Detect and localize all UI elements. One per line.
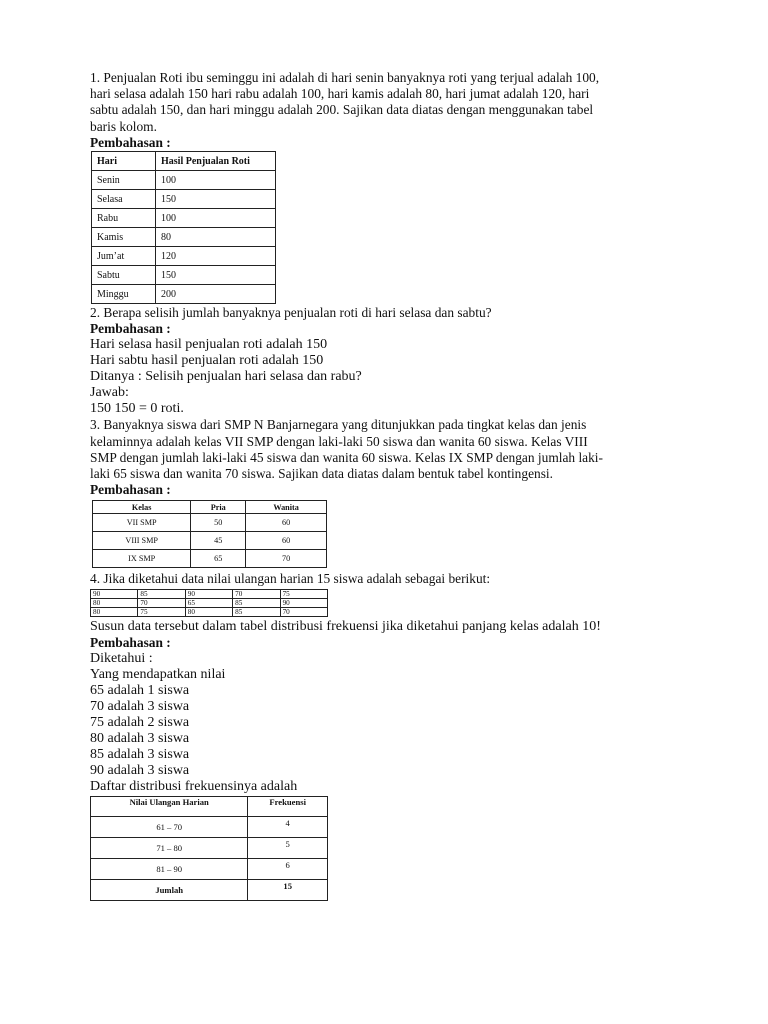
table-header-cell: Hasil Penjualan Roti [156, 152, 276, 171]
table-row [92, 171, 276, 190]
table-row [91, 589, 328, 598]
table-cell: 100 [156, 209, 276, 228]
table-cell: 120 [156, 247, 276, 266]
q4-instruction: Susun data tersebut dalam tabel distribusi frekuensi jika diketahui panjang kelas adalah 10! [90, 618, 601, 634]
table-header-row [91, 796, 328, 816]
q4-answer-line: 85 adalah 3 siswa [90, 746, 190, 762]
q2-answer-line: Ditanya : Selisih penjualan hari selasa dan rabu? [90, 369, 362, 385]
table-row [93, 514, 327, 532]
table-cell: 85 [138, 589, 185, 598]
q3-text-line: kelaminnya adalah kelas VII SMP dengan laki-laki 50 siswa dan wanita 60 siswa. Kelas VIII [90, 433, 588, 449]
table-row [92, 209, 276, 228]
table-cell: 6 [248, 858, 328, 879]
q4-answer-line: Diketahui : [90, 650, 153, 666]
table-cell: 71 – 80 [91, 837, 248, 858]
q1-sales-table [91, 151, 276, 304]
table-row [91, 816, 328, 837]
table-cell: 90 [91, 589, 138, 598]
table-row [93, 532, 327, 550]
table-cell: 90 [185, 589, 232, 598]
table-cell: 75 [280, 589, 327, 598]
table-cell: 81 – 90 [91, 858, 248, 879]
q2-answer-line: 150 150 = 0 roti. [90, 401, 184, 417]
q1-text-line: baris kolom. [90, 118, 157, 134]
table-cell: 70 [138, 598, 185, 607]
table-cell: 61 – 70 [91, 816, 248, 837]
q4-answer-line: 80 adalah 3 siswa [90, 730, 190, 746]
table-cell: 90 [280, 598, 327, 607]
table-row [91, 598, 328, 607]
table-cell: 80 [91, 607, 138, 616]
table-cell: 70 [280, 607, 327, 616]
table-cell: 15 [248, 879, 328, 900]
q1-text-line: hari selasa adalah 150 hari rabu adalah 100, hari kamis adalah 80, hari jumat adalah 120, hari [90, 86, 590, 102]
table-cell: Jumlah [91, 879, 248, 900]
q4-answer-line: 70 adalah 3 siswa [90, 698, 190, 714]
table-cell: 150 [156, 190, 276, 209]
table-cell: IX SMP [93, 550, 191, 568]
q2-pembahasan-heading: Pembahasan : [90, 321, 171, 337]
table-cell: 80 [91, 598, 138, 607]
table-cell: 100 [156, 171, 276, 190]
q1-text-line: 1. Penjualan Roti ibu seminggu ini adalah di hari senin banyaknya roti yang terjual adalah 100, [90, 70, 600, 85]
table-header-cell: Frekuensi [248, 796, 328, 816]
table-cell: 50 [191, 514, 246, 532]
table-cell: Senin [92, 171, 156, 190]
table-cell: 80 [156, 228, 276, 247]
table-cell: Minggu [92, 285, 156, 304]
table-header-cell: Pria [191, 501, 246, 514]
table-row [93, 550, 327, 568]
table-row [92, 285, 276, 304]
table-cell: Selasa [92, 190, 156, 209]
q1-text-line: sabtu adalah 150, dan hari minggu adalah 200. Sajikan data diatas dengan menggunakan tabel [90, 102, 594, 118]
q4-pembahasan-heading: Pembahasan : [90, 634, 171, 650]
q4-answer-line: 75 adalah 2 siswa [90, 714, 190, 730]
table-cell: 65 [191, 550, 246, 568]
table-cell: 60 [246, 514, 327, 532]
table-row [92, 266, 276, 285]
table-total-row [91, 879, 328, 900]
table-header-cell: Wanita [246, 501, 327, 514]
table-cell: Sabtu [92, 266, 156, 285]
q2-question: 2. Berapa selisih jumlah banyaknya penjualan roti di hari selasa dan sabtu? [90, 305, 492, 321]
q1-pembahasan-heading: Pembahasan : [90, 134, 171, 150]
table-cell: 70 [233, 589, 280, 598]
table-cell: VIII SMP [93, 532, 191, 550]
table-cell: 85 [233, 598, 280, 607]
q3-text-line: laki 65 siswa dan wanita 70 siswa. Sajikan data diatas dalam bentuk tabel kontingensi. [90, 466, 553, 482]
table-cell: 75 [138, 607, 185, 616]
q2-answer-line: Jawab: [90, 385, 129, 401]
table-cell: 45 [191, 532, 246, 550]
table-cell: 150 [156, 266, 276, 285]
table-cell: 200 [156, 285, 276, 304]
q4-answer-line: Daftar distribusi frekuensinya adalah [90, 778, 298, 794]
table-row [92, 228, 276, 247]
q3-pembahasan-heading: Pembahasan : [90, 482, 171, 498]
table-cell: 4 [248, 816, 328, 837]
table-row [91, 858, 328, 879]
q4-answer-line: Yang mendapatkan nilai [90, 666, 226, 682]
table-cell: Jum’at [92, 247, 156, 266]
table-header-cell: Kelas [93, 501, 191, 514]
table-cell: 70 [246, 550, 327, 568]
q3-text-line: SMP dengan jumlah laki-laki 45 siswa dan wanita 60 siswa. Kelas IX SMP dengan jumlah laki- [90, 449, 603, 465]
table-header-cell: Nilai Ulangan Harian [91, 796, 248, 816]
table-cell: VII SMP [93, 514, 191, 532]
table-cell: Kamis [92, 228, 156, 247]
table-row [91, 837, 328, 858]
table-cell: 85 [233, 607, 280, 616]
q3-contingency-table [92, 500, 327, 568]
table-cell: 80 [185, 607, 232, 616]
table-header-cell: Hari [92, 152, 156, 171]
table-row [92, 247, 276, 266]
q3-text-line: 3. Banyaknya siswa dari SMP N Banjarnegara yang ditunjukkan pada tingkat kelas dan jenis [90, 417, 587, 433]
q4-answer-line: 65 adalah 1 siswa [90, 682, 190, 698]
q4-score-data-table [90, 589, 328, 617]
table-cell: 5 [248, 837, 328, 858]
table-header-row [92, 152, 276, 171]
table-cell: 65 [185, 598, 232, 607]
table-row [92, 190, 276, 209]
q2-answer-line: Hari sabtu hasil penjualan roti adalah 150 [90, 353, 324, 369]
q4-question: 4. Jika diketahui data nilai ulangan harian 15 siswa adalah sebagai berikut: [90, 571, 491, 587]
q4-answer-line: 90 adalah 3 siswa [90, 762, 190, 778]
table-cell: 60 [246, 532, 327, 550]
table-cell: Rabu [92, 209, 156, 228]
q4-frequency-table [90, 796, 328, 901]
table-row [91, 607, 328, 616]
q2-answer-line: Hari selasa hasil penjualan roti adalah 150 [90, 337, 328, 353]
table-header-row [93, 501, 327, 514]
